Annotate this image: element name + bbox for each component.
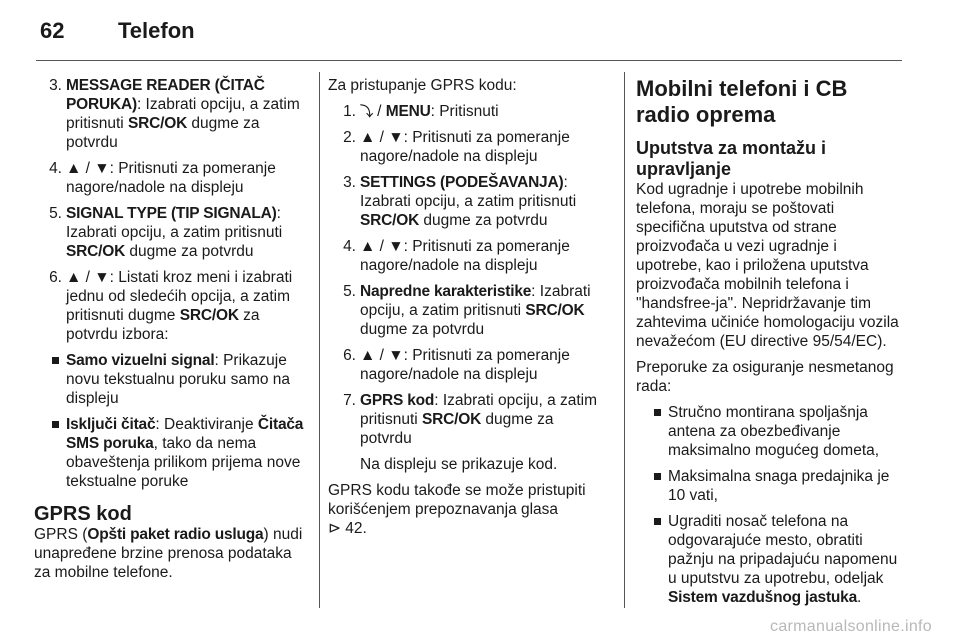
list-item: 1. ⤵ / MENU: Pritisnuti [343,103,499,120]
recommendations-intro: Preporuke za osiguranje nesmetanog rada: [636,359,894,395]
page-number: 62 [40,18,65,43]
column-2 [328,76,608,545]
code-display-note: Na displeju se prikazuje kod. [360,456,558,473]
bullet-item: Isključi čitač: Deaktiviranje Čitača SMS poruka, tako da nema obaveštenja prilikom prijema nove tekstualne poruke [34,415,310,491]
list-item: 5. Napredne karakteristike: Izabrati opciju, a zatim pritisnuti SRC/OK dugme za potvrdu [343,283,591,338]
page-title: Telefon [118,18,195,43]
list-item: 3. SETTINGS (PODEŠAVANJA): Izabrati opciju, a zatim pritisnuti SRC/OK dugme za potvrdu [343,174,577,229]
bullet-square-icon [654,409,661,416]
list-item: 2. ▲ / ▼: Pritisnuti za pomeranje nagore/nadole na displeju [343,129,570,165]
section-subheading: Uputstva za montažu i upravljanje [636,138,827,179]
gprs-intro: Za pristupanje GPRS kodu: [328,77,517,94]
list-item: 7. GPRS kod: Izabrati opciju, a zatim pritisnuti SRC/OK dugme za potvrdu [343,392,598,447]
bullet-item: Stručno montirana spoljašnja antena za obezbeđivanje maksimalno mogućeg dometa, [636,403,906,460]
gprs-paragraph: GPRS (Opšti paket radio usluga) nudi unapređene brzine prenosa podataka za mobilne telefone. [34,526,303,581]
installation-paragraph: Kod ugradnje i upotrebe mobilnih telefona, moraju se poštovati specifična uputstva od strane proizvođača u vezi ugradnje i upotrebe, kao i priložena uputstva proizvođača mobilnih telefona i "handsfree-ja". Nepridržavanje tim zahtevima učiniće homologaciju vozila nevažećom (EU directive 95/54/EC). [636,181,899,350]
header-divider [36,60,902,61]
column-divider-1 [319,72,320,608]
list-item: 4. ▲ / ▼: Pritisnuti za pomeranje nagore/nadole na displeju [343,238,570,274]
page-reference[interactable]: 42. [341,520,367,537]
watermark: carmanualsonline.info [770,618,932,635]
column-1 [34,76,310,589]
column-3 [636,76,906,614]
list-item: 6. ▲ / ▼: Listati kroz meni i izabrati jednu od sledećih opcija, a zatim pritisnuti dugme SRC/OK za potvrdu izbora: [49,269,293,343]
list-item: 3. MESSAGE READER (ČITAČ PORUKA): Izabrati opciju, a zatim pritisnuti SRC/OK dugme za potvrdu [49,77,300,151]
list-item: 4. ▲ / ▼: Pritisnuti za pomeranje nagore/nadole na displeju [49,160,276,196]
bullet-square-icon [52,357,59,364]
gprs-heading: GPRS kod [34,503,132,525]
voice-access-note: GPRS kodu takođe se može pristupiti korišćenjem prepoznavanja glasa ⊳ 42. [328,482,586,537]
bullet-square-icon [654,518,661,525]
back-arrow-icon: ⤵ [360,104,373,119]
page-reference-icon: ⊳ [328,520,341,537]
bullet-square-icon [52,421,59,428]
list-item: 5. SIGNAL TYPE (TIP SIGNALA): Izabrati opciju, a zatim pritisnuti SRC/OK dugme za potvrdu [49,205,283,260]
section-heading: Mobilni telefoni i CB radio oprema [636,76,848,127]
bullet-item: Samo vizuelni signal: Prikazuje novu tekstualnu poruku samo na displeju [34,351,310,408]
bullet-item: Ugraditi nosač telefona na odgovarajuće mesto, obratiti pažnju na pripadajuću napomenu u uputstvu za upotrebu, odeljak Sistem vazdušnog jastuka. [636,512,906,607]
column-divider-2 [624,72,625,608]
page-header [0,0,960,64]
bullet-item: Maksimalna snaga predajnika je 10 vati, [636,467,906,505]
list-item: 6. ▲ / ▼: Pritisnuti za pomeranje nagore/nadole na displeju [343,347,570,383]
bullet-square-icon [654,473,661,480]
